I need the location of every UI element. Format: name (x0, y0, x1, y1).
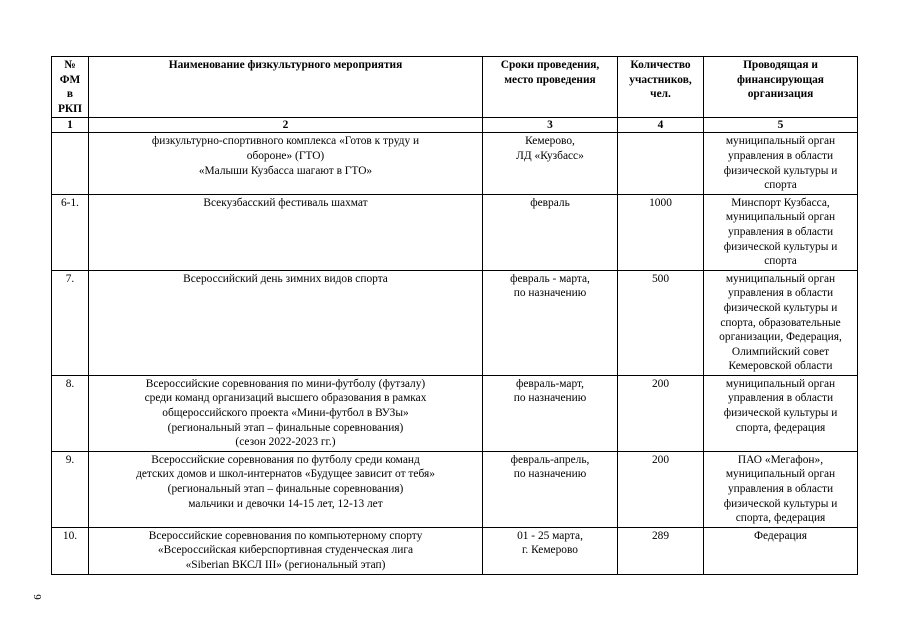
event-dates: февраль-апрель, по назначению (483, 451, 618, 527)
events-table (51, 56, 858, 575)
column-number: 4 (618, 118, 704, 133)
row-number (52, 133, 89, 194)
event-dates: 01 - 25 марта, г. Кемерово (483, 527, 618, 574)
row-number: 10. (52, 527, 89, 574)
organizer: муниципальный орган управления в области физической культуры и спорта, федерация (704, 375, 858, 451)
row-number: 6-1. (52, 194, 89, 270)
organizer: Минспорт Кузбасса, муниципальный орган управления в области физической культуры и спорта (704, 194, 858, 270)
participants: 1000 (618, 194, 704, 270)
table-row (52, 270, 858, 375)
event-name: Всекузбасский фестиваль шахмат (89, 194, 483, 270)
column-numbers-row (52, 118, 858, 133)
header-col-org: Проводящая и финансирующая организация (704, 57, 858, 118)
row-number: 8. (52, 375, 89, 451)
event-name: Всероссийский день зимних видов спорта (89, 270, 483, 375)
participants: 500 (618, 270, 704, 375)
participants: 289 (618, 527, 704, 574)
event-dates: февраль - марта, по назначению (483, 270, 618, 375)
table-row (52, 194, 858, 270)
table-row (52, 133, 858, 194)
event-name: Всероссийские соревнования по мини-футболу (футзалу) среди команд организаций высшего образования в рамках общероссийского проекта «Мини-футбол в ВУЗы» (региональный этап – финальные соревнования) (сезон 2022-2023 гг.) (89, 375, 483, 451)
participants: 200 (618, 451, 704, 527)
participants: 200 (618, 375, 704, 451)
organizer: муниципальный орган управления в области физической культуры и спорта (704, 133, 858, 194)
page-number: 6 (32, 594, 44, 600)
event-name: Всероссийские соревнования по компьютерному спорту «Всероссийская киберспортивная студенческая лига «Siberian ВКСЛ III» (региональный этап) (89, 527, 483, 574)
event-name: физкультурно-спортивного комплекса «Готов к труду и обороне» (ГТО) «Малыши Кузбасса шагают в ГТО» (89, 133, 483, 194)
organizer: муниципальный орган управления в области физической культуры и спорта, образовательные организации, Федерация, Олимпийский совет Кемеровской области (704, 270, 858, 375)
row-number: 7. (52, 270, 89, 375)
table-row (52, 527, 858, 574)
event-dates: февраль (483, 194, 618, 270)
column-number: 5 (704, 118, 858, 133)
participants (618, 133, 704, 194)
table-header-row (52, 57, 858, 118)
event-dates: февраль-март, по назначению (483, 375, 618, 451)
header-col-name: Наименование физкультурного мероприятия (89, 57, 483, 118)
event-name: Всероссийские соревнования по футболу среди команд детских домов и школ-интернатов «Будущее зависит от тебя» (региональный этап – финальные соревнования) мальчики и девочки 14-15 лет, 12-13 лет (89, 451, 483, 527)
table-row (52, 375, 858, 451)
header-col-dates: Сроки проведения, место проведения (483, 57, 618, 118)
header-col-count: Количество участников, чел. (618, 57, 704, 118)
row-number: 9. (52, 451, 89, 527)
header-col-number: № ФМ в РКП (52, 57, 89, 118)
column-number: 3 (483, 118, 618, 133)
column-number: 2 (89, 118, 483, 133)
event-dates: Кемерово, ЛД «Кузбасс» (483, 133, 618, 194)
organizer: Федерация (704, 527, 858, 574)
table-row (52, 451, 858, 527)
column-number: 1 (52, 118, 89, 133)
table-body (52, 133, 858, 574)
organizer: ПАО «Мегафон», муниципальный орган управления в области физической культуры и спорта, федерация (704, 451, 858, 527)
